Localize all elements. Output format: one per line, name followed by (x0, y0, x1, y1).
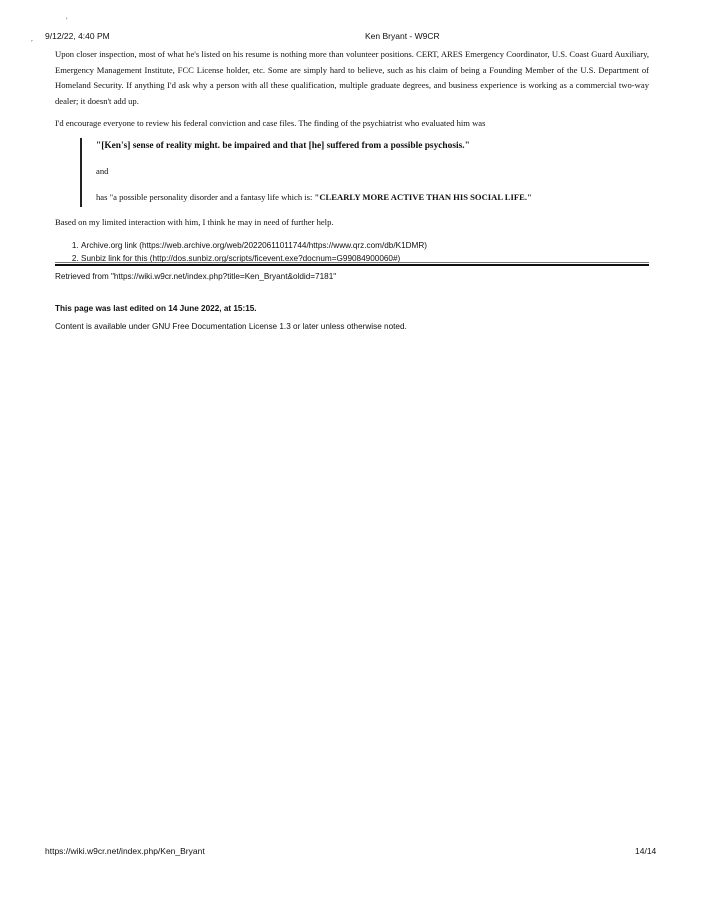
quote-line-3-emphasis: "CLEARLY MORE ACTIVE THAN HIS SOCIAL LIFE." (314, 191, 532, 202)
scan-speck: , (31, 36, 33, 43)
print-datetime: 9/12/22, 4:40 PM (45, 31, 110, 41)
quote-line-2: and (96, 166, 109, 176)
license-notice: Content is available under GNU Free Documentation License 1.3 or later unless otherwise noted. (55, 322, 407, 331)
divider-thin (55, 262, 649, 263)
reference-item[interactable]: 1. Archive.org link (https://web.archive.org/web/20220611011744/https://www.qrz.com/db/K1DMR) (81, 239, 649, 252)
article-content (55, 47, 649, 265)
conviction-paragraph: I'd encourage everyone to review his federal conviction and case files. The finding of the psychiatrist who evaluated him was (55, 118, 486, 128)
reference-item[interactable]: 2. Sunbiz link for this (http://dos.sunbiz.org/scripts/ficevent.exe?docnum=G99084900060#) (81, 252, 649, 265)
psychiatrist-quote (80, 138, 649, 208)
quote-line-3 (96, 190, 649, 206)
references-list (55, 239, 649, 265)
print-footer (0, 846, 705, 860)
conclusion-paragraph: Based on my limited interaction with him, I think he may in need of further help. (55, 217, 334, 227)
print-header (0, 31, 705, 45)
retrieved-from-link[interactable]: Retrieved from "https://wiki.w9cr.net/index.php?title=Ken_Bryant&oldid=7181" (55, 272, 337, 281)
last-edited-notice: This page was last edited on 14 June 2022, at 15:15. (55, 304, 257, 313)
scan-speck: ' (66, 17, 68, 24)
quote-line-1: "[Ken's] sense of reality might. be impaired and that [he] suffered from a possible psychosis." (96, 140, 470, 151)
print-url: https://wiki.w9cr.net/index.php/Ken_Bryant (45, 846, 205, 856)
quote-line-3-prefix: has "a possible personality disorder and a fantasy life which is: (96, 191, 315, 202)
print-page-number: 14/14 (635, 846, 657, 856)
resume-paragraph: Upon closer inspection, most of what he's listed on his resume is nothing more than volunteer positions. CERT, ARES Emergency Coordinator, U.S. Coast Guard Auxiliary, Emergency Management Institute, FCC License holder, etc. Some are simply hard to believe, such as his claim of being a Founding Member of the U.S. Department of Homeland Security. If anything I'd ask why a person with all these qualification, multiple graduate degrees, and business experience is working as a commercial two-way dealer; it doesn't add up. (55, 49, 649, 106)
print-page-title: Ken Bryant - W9CR (365, 31, 440, 41)
divider-thick (55, 264, 649, 266)
